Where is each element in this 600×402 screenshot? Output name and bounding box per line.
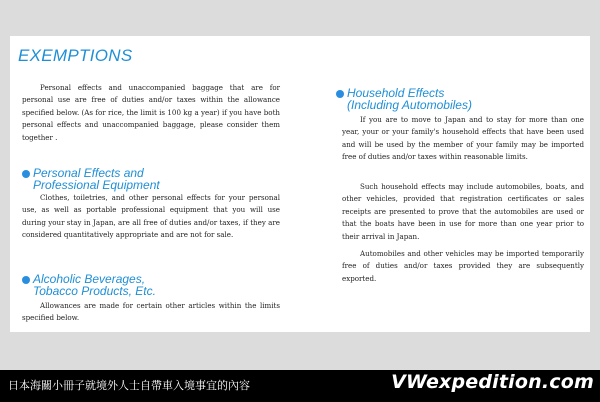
footer-caption: 日本海關小冊子就境外人士自帶車入境事宜的內容 xyxy=(8,379,250,392)
heading-line-1: Personal Effects and xyxy=(33,166,144,180)
intro-paragraph: Personal effects and unaccompanied baggage that are for personal use are free of duties and/or taxes within the allowance specified below. (As for rice, the limit is 100 kg a year) if you have both personal effects and unaccompanied baggage, please consider them together . xyxy=(22,83,280,142)
heading-line-1: Household Effects xyxy=(347,86,445,100)
footer-bar xyxy=(0,370,600,402)
household-effects-paragraph-3: Automobiles and other vehicles may be imported temporarily free of duties and/or taxes provided they are subsequently exported. xyxy=(342,249,584,283)
heading-line-2: (Including Automobiles) xyxy=(347,97,472,112)
section-heading-alcoholic-beverages xyxy=(22,274,280,297)
section-heading-personal-effects xyxy=(22,168,280,191)
heading-line-2: Professional Equipment xyxy=(33,177,160,192)
page-title: EXEMPTIONS xyxy=(18,46,133,65)
bullet-dot-icon xyxy=(22,276,30,284)
heading-line-1: Alcoholic Beverages, xyxy=(33,272,146,286)
alcoholic-beverages-paragraph: Allowances are made for certain other articles within the limits specified below. xyxy=(22,301,280,323)
household-effects-paragraph-2: Such household effects may include automobiles, boats, and other vehicles, provided that registration certificates or sales receipts are presented to prove that the automobiles are used or that the boats have been in use for more than one year prior to their arrival in Japan. xyxy=(342,182,584,241)
bullet-dot-icon xyxy=(336,90,344,98)
bullet-dot-icon xyxy=(22,170,30,178)
document-page xyxy=(10,36,590,332)
household-effects-paragraph-1: If you are to move to Japan and to stay for more than one year, your or your family's household effects that have been used and will be used by the member of your family may be imported free of duties and/or taxes within reasonable limits. xyxy=(342,115,584,162)
section-heading-household-effects xyxy=(336,88,584,111)
brand-watermark: VWexpedition.com xyxy=(391,371,594,393)
heading-line-2: Tobacco Products, Etc. xyxy=(33,283,156,298)
personal-effects-paragraph: Clothes, toiletries, and other personal effects for your personal use, as well as portable professional equipment that you will use during your stay in Japan, are all free of duties and/or taxes, if they are considered quantitatively appropriate and are not for sale. xyxy=(22,193,280,240)
